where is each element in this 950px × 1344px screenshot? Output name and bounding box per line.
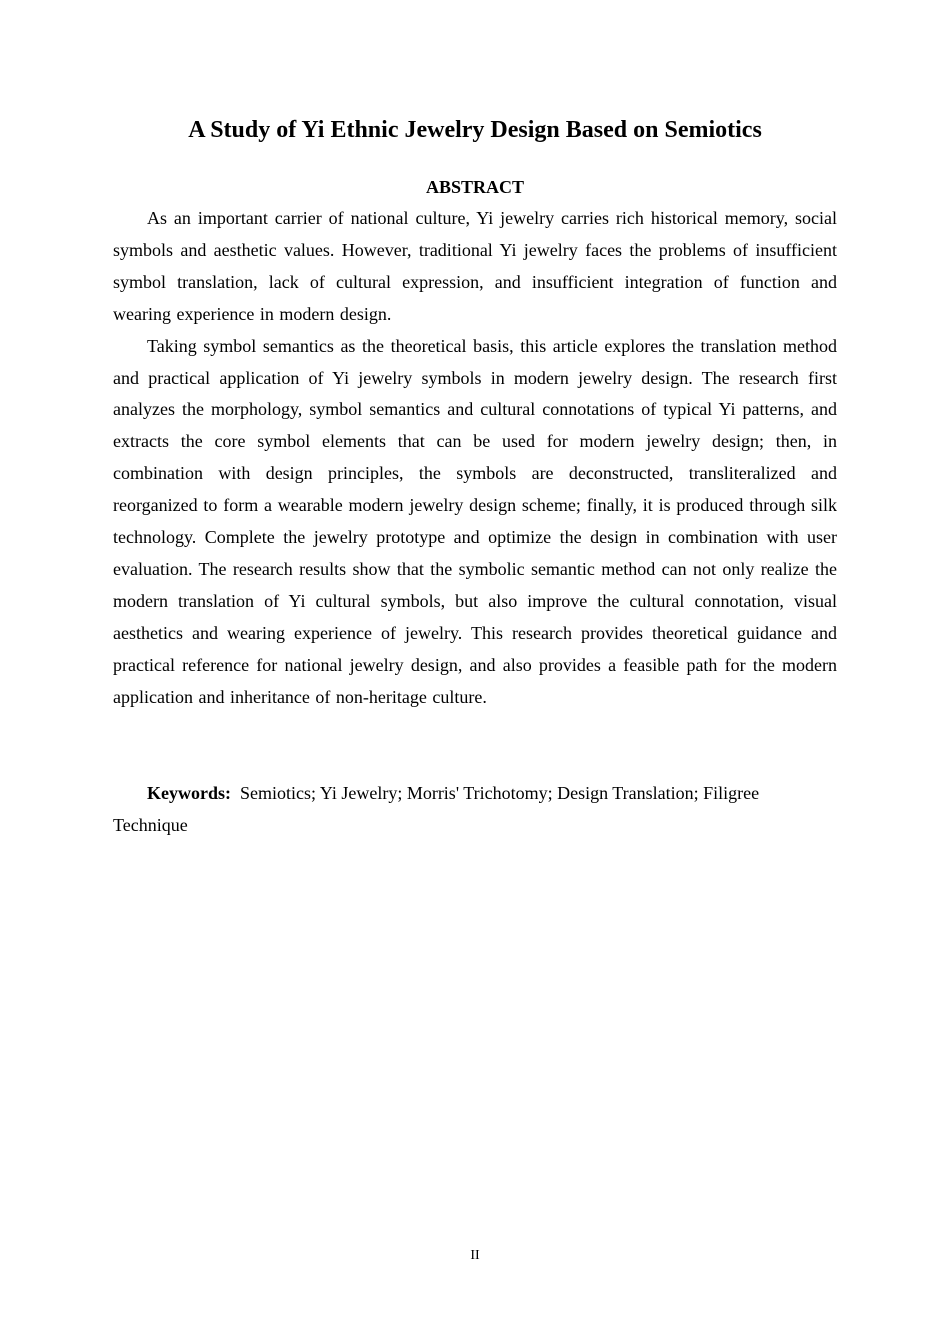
abstract-paragraph-1: As an important carrier of national culture, Yi jewelry carries rich historical memory, social symbols and aesthetic values. However, traditional Yi jewelry faces the problems of insufficient symbol translation, lack of cultural expression, and insufficient integration of function and wearing experience in modern design. <box>113 208 837 324</box>
keywords-label: Keywords: <box>147 783 231 803</box>
abstract-body <box>113 203 837 714</box>
abstract-paragraph-2: Taking symbol semantics as the theoretical basis, this article explores the translation method and practical application of Yi jewelry symbols in modern jewelry design. The research first analyzes the morphology, symbol semantics and cultural connotations of typical Yi patterns, and extracts the core symbol elements that can be used for modern jewelry design; then, in combination with design principles, the symbols are deconstructed, transliteralized and reorganized to form a wearable modern jewelry design scheme; finally, it is produced through silk technology. Complete the jewelry prototype and optimize the design in combination with user evaluation. The research results show that the symbolic semantic method can not only realize the modern translation of Yi cultural symbols, but also improve the cultural connotation, visual aesthetics and wearing experience of jewelry. This research provides theoretical guidance and practical reference for national jewelry design, and also provides a feasible path for the modern application and inheritance of non-heritage culture. <box>113 335 837 707</box>
abstract-heading: ABSTRACT <box>425 177 525 197</box>
page-number: II <box>470 1248 480 1263</box>
paper-title: A Study of Yi Ethnic Jewelry Design Based on Semiotics <box>188 117 762 143</box>
keywords-text: Semiotics; Yi Jewelry; Morris' Trichotomy; Design Translation; Filigree Technique <box>113 783 760 835</box>
keywords-line <box>113 777 837 841</box>
